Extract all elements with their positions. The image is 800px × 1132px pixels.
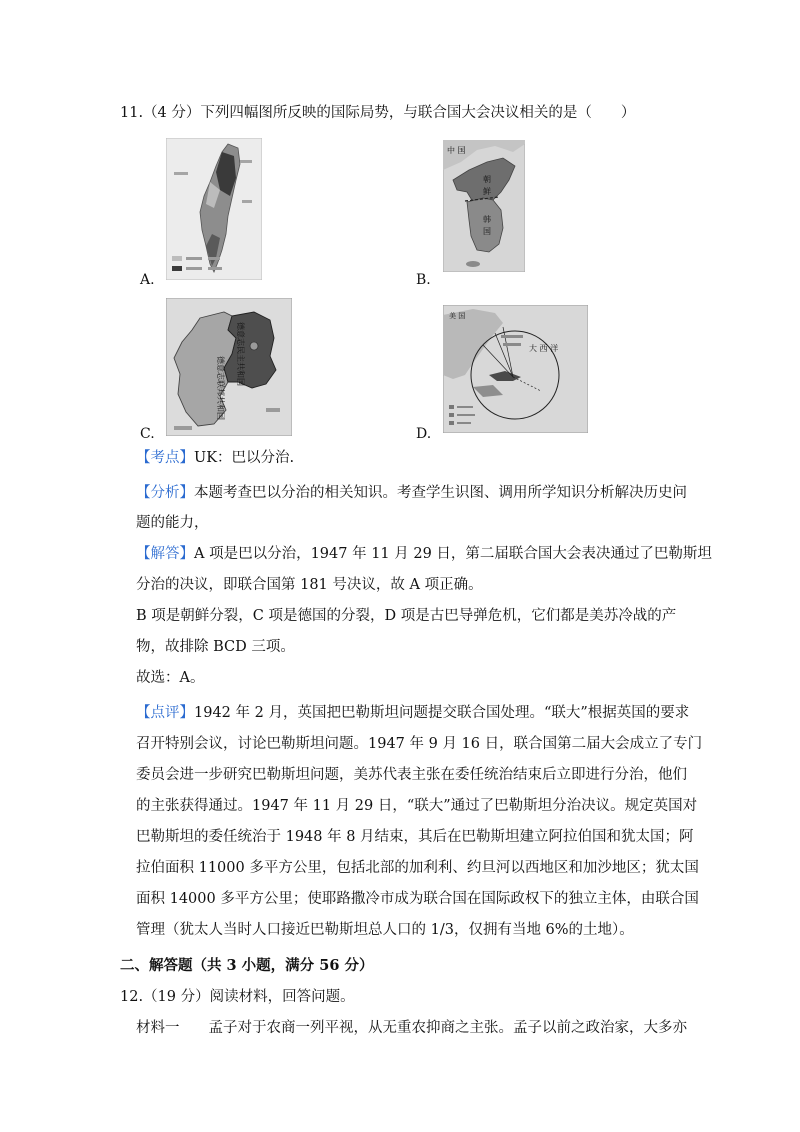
map-b-char-guo: 国 [483,227,491,236]
option-a-label: A. [140,272,155,288]
section-2-title: 二、解答题（共 3 小题，满分 56 分） [120,957,374,974]
question-12-material-1: 材料一 孟子对于农商一列平视，从无重农抑商之主张。孟子以前之政治家，大多亦 [136,1020,687,1036]
map-b-char-xian: 鲜 [483,187,491,196]
kaodian-line [136,448,294,468]
map-b-char-chao: 朝 [483,175,491,184]
map-c-gdr-label: 德意志民主共和国 [236,322,245,386]
fenxi-text-1: 本题考查巴以分治的相关知识。考查学生识图、调用所学知识分析解决历史问 [194,485,687,501]
option-d-label: D. [416,426,432,442]
dianping-line-2: 召开特别会议，讨论巴勒斯坦问题。1947 年 9 月 16 日，联合国第二届大会成立了专门 [136,736,703,752]
kaodian-text: UK：巴以分治. [194,450,295,466]
kaodian-tag: 【考点】 [136,450,194,466]
map-b-china-label: 中 国 [447,146,466,155]
map-b-char-han: 韩 [483,215,491,224]
fenxi-line-1 [136,483,687,503]
dianping-line-4: 的主张获得通过。1947 年 11 月 29 日，“联大”通过了巴勒斯坦分治决议。规定英国对 [136,798,698,814]
question-11-stem: 11.（4 分）下列四幅图所反映的国际局势，与联合国大会决议相关的是（ ） [120,105,636,121]
map-a-palestine-partition [166,138,262,280]
option-c-label: C. [140,426,155,442]
map-c-frg-label: 德意志联邦共和国 [216,356,225,420]
map-d-usa-label: 美 国 [449,312,466,320]
jieda-tag: 【解答】 [136,546,194,562]
jieda-line-5: 故选：A。 [136,670,205,686]
dianping-line-5: 巴勒斯坦的委任统治于 1948 年 8 月结束，其后在巴勒斯坦建立阿拉伯国和犹太国；阿 [136,829,694,845]
map-b-korea-division [443,140,525,272]
jieda-line-3: B 项是朝鲜分裂，C 项是德国的分裂，D 项是古巴导弹危机，它们都是美苏冷战的产 [136,608,677,624]
dianping-line-3: 委员会进一步研究巴勒斯坦问题，美苏代表主张在委任统治结束后立即进行分治，他们 [136,767,687,783]
dianping-line-7: 面积 14000 多平方公里；使耶路撒冷市成为联合国在国际政权下的独立主体，由联合国 [136,891,699,907]
dianping-line-6: 拉伯面积 11000 多平方公里，包括北部的加利利、约旦河以西地区和加沙地区；犹太国 [136,860,699,876]
fenxi-tag: 【分析】 [136,485,194,501]
fenxi-line-2: 题的能力， [136,515,209,531]
jieda-line-1 [136,544,712,564]
map-c-germany-division [166,298,292,436]
map-d-atlantic-label: 大 西 洋 [529,344,559,353]
dianping-tag: 【点评】 [136,705,194,721]
jieda-line-4: 物，故排除 BCD 三项。 [136,639,295,655]
option-b-label: B. [416,272,431,288]
jieda-line-2: 分治的决议，即联合国第 181 号决议，故 A 项正确。 [136,577,483,593]
dianping-line-1 [136,703,689,723]
question-12-stem: 12.（19 分）阅读材料，回答问题。 [120,989,355,1005]
dianping-text-1: 1942 年 2 月，英国把巴勒斯坦问题提交联合国处理。“联大”根据英国的要求 [194,705,690,721]
jieda-text-1: A 项是巴以分治，1947 年 11 月 29 日，第二届联合国大会表决通过了巴勒斯坦 [194,546,712,562]
dianping-line-8: 管理（犹太人当时人口接近巴勒斯坦总人口的 1/3，仅拥有当地 6%的土地）。 [136,922,634,938]
map-d-cuban-missile-crisis [443,305,588,433]
